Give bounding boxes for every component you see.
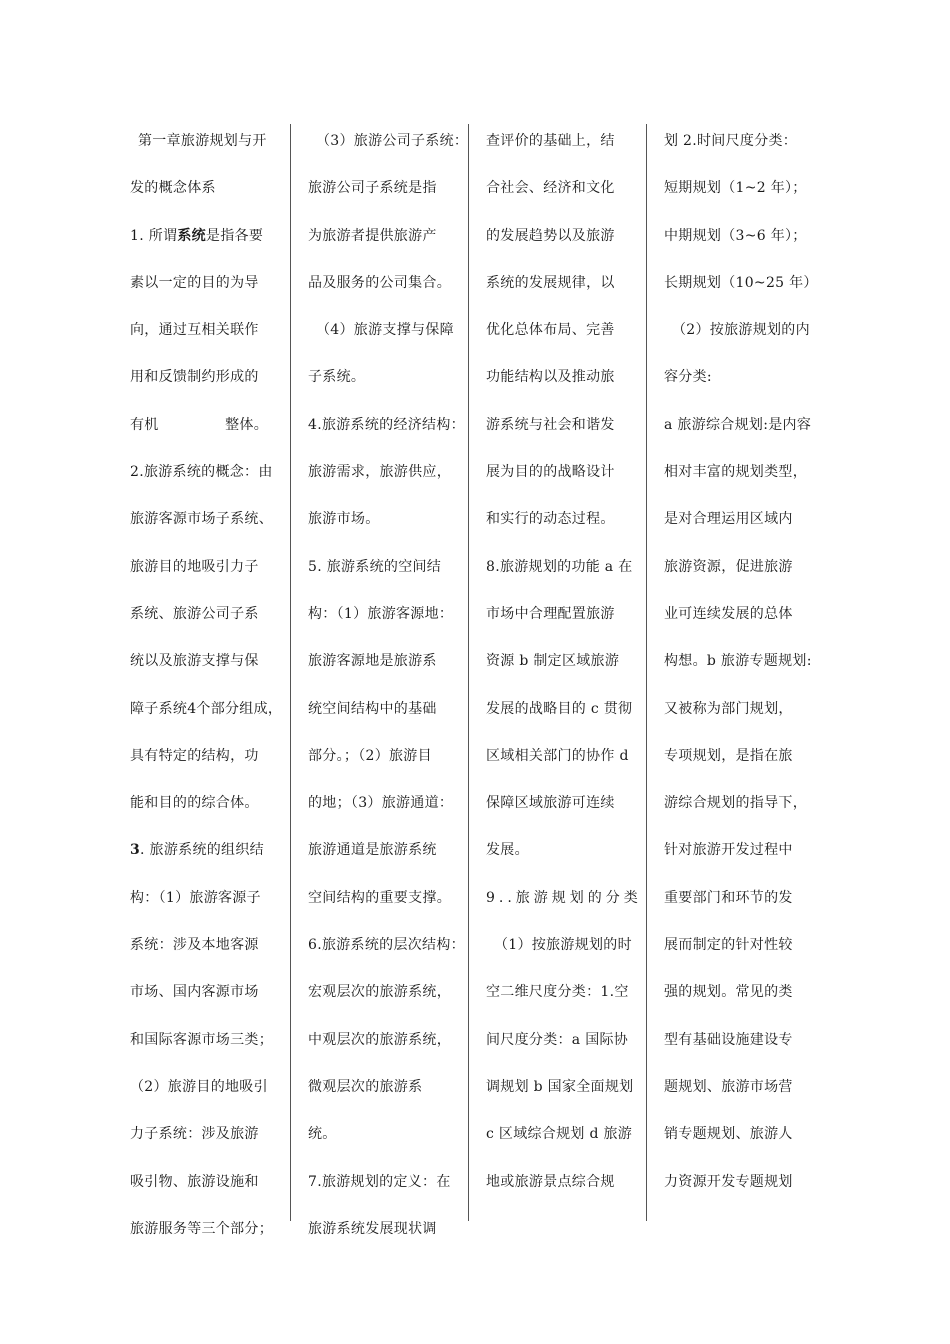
paragraph-line: 吸引物、旅游设施和 [130, 1173, 259, 1190]
paragraph-line: 旅游目的地吸引力子 [130, 558, 259, 575]
paragraph-line: 强的规划。常见的类 [664, 984, 793, 1001]
paragraph-line: 市场中合理配置旅游 [486, 605, 615, 622]
section-heading: 9..旅游规划的分类 [486, 889, 642, 906]
paragraph-line: 销专题规划、旅游人 [664, 1126, 793, 1143]
paragraph-line: 旅游市场。 [308, 511, 380, 528]
paragraph-line: 的发展趋势以及旅游 [486, 227, 615, 244]
paragraph-line: 部分。；（2）旅游目 [308, 747, 432, 764]
paragraph-line: 空二维尺度分类：1.空 [486, 984, 629, 1001]
text-column-2 [308, 118, 469, 1253]
paragraph-line: 宏观层次的旅游系统， [308, 984, 451, 1001]
column-divider [290, 124, 291, 1221]
paragraph-line: 短期规划（1~2 年）； [664, 180, 807, 197]
paragraph-line: 和国际客源市场三类； [130, 1031, 273, 1048]
paragraph-line: 旅游服务等三个部分； [130, 1220, 273, 1237]
paragraph-line: 优化总体布局、完善 [486, 322, 615, 339]
text-column-4 [664, 118, 818, 1206]
paragraph-line: 统空间结构中的基础 [308, 700, 437, 717]
paragraph-line: 查评价的基础上，结 [486, 133, 615, 149]
paragraph-line: 和实行的动态过程。 [486, 511, 615, 528]
paragraph-line: 子系统。 [308, 369, 366, 386]
paragraph-line: 专项规划，是指在旅 [664, 747, 793, 764]
paragraph-line: a 旅游综合规划:是内容 [664, 416, 812, 433]
paragraph-line: 6.旅游系统的层次结构： [308, 937, 465, 954]
paragraph-line: 系统：涉及本地客源 [130, 937, 259, 954]
paragraph-line: 的地；（3）旅游通道： [308, 795, 454, 812]
paragraph-line: 中期规划（3~6 年）； [664, 227, 807, 244]
paragraph-line: 用和反馈制约形成的 [130, 369, 259, 386]
chapter-title: 第一章旅游规划与开 [138, 133, 267, 149]
paragraph-line: 相对丰富的规划类型， [664, 464, 807, 481]
paragraph-line: 发展。 [486, 842, 529, 859]
paragraph-line: （1）按旅游规划的时 [494, 937, 632, 954]
paragraph-line: 系统、旅游公司子系 [130, 605, 259, 622]
paragraph-line: 地或旅游景点综合规 [486, 1173, 615, 1190]
paragraph-line: 品及服务的公司集合。 [308, 274, 451, 291]
paragraph-line: 统。 [308, 1126, 337, 1143]
paragraph-line: 向，通过互相关联作 [130, 322, 259, 339]
paragraph-line: 长期规划（10~25 年） [664, 274, 818, 291]
paragraph-line: 能和目的的综合体。 [130, 795, 259, 812]
column-divider [646, 124, 647, 1221]
paragraph-line: 8.旅游规划的功能 a 在 [486, 558, 633, 575]
paragraph-line: 素以一定的目的为导 [130, 274, 259, 291]
paragraph-line: 旅游需求，旅游供应， [308, 464, 451, 481]
paragraph-line: 统以及旅游支撑与保 [130, 653, 259, 670]
paragraph-line: （3）旅游公司子系统： [316, 133, 469, 149]
paragraph-line: 合社会、经济和文化 [486, 180, 615, 197]
paragraph-line: （2）按旅游规划的内 [672, 322, 810, 339]
paragraph-line: 是对合理运用区域内 [664, 511, 793, 528]
paragraph-line: 障子系统4个部分组成， [130, 700, 283, 717]
paragraph-line: 2.旅游系统的概念：由 [130, 464, 273, 481]
paragraph-line: 市场、国内客源市场 [130, 984, 259, 1001]
paragraph-line: 又被称为部门规划， [664, 700, 793, 717]
paragraph-line: 5. 旅游系统的空间结 [308, 558, 442, 575]
paragraph-line: 间尺度分类：a 国际协 [486, 1031, 629, 1048]
paragraph-line: 力子系统：涉及旅游 [130, 1126, 259, 1143]
paragraph-line: 型有基础设施建设专 [664, 1031, 793, 1048]
paragraph-line: 划 2.时间尺度分类： [664, 133, 798, 149]
text-column-1 [130, 118, 283, 1253]
paragraph-line: 功能结构以及推动旅 [486, 369, 615, 386]
paragraph-line: （4）旅游支撑与保障 [316, 322, 454, 339]
paragraph-line: 具有特定的结构，功 [130, 747, 259, 764]
column-divider [468, 124, 469, 1221]
paragraph-line: 游系统与社会和谐发 [486, 416, 615, 433]
paragraph-line: 构：（1）旅游客源子 [130, 889, 261, 906]
text-column-3 [486, 118, 642, 1206]
paragraph-line: 发展的战略目的 c 贯彻 [486, 700, 633, 717]
paragraph-line: 4.旅游系统的经济结构： [308, 416, 465, 433]
paragraph-line: 系统的发展规律，以 [486, 274, 615, 291]
paragraph-line: （2）旅游目的地吸引 [130, 1078, 268, 1095]
paragraph-line: 旅游系统发展现状调 [308, 1220, 437, 1237]
paragraph-line: 展为目的的战略设计 [486, 464, 615, 481]
paragraph-line: 空间结构的重要支撑。 [308, 889, 451, 906]
paragraph-line: 微观层次的旅游系 [308, 1078, 423, 1095]
paragraph-line: 业可连续发展的总体 [664, 605, 793, 622]
paragraph-line: 有机 整体。 [130, 416, 268, 433]
paragraph-line: 调规划 b 国家全面规划 [486, 1078, 634, 1095]
paragraph-line: 资源 b 制定区域旅游 [486, 653, 620, 670]
paragraph-line: 区域相关部门的协作 d [486, 747, 629, 764]
bold-term: 系统 [177, 227, 206, 244]
paragraph-line: 展而制定的针对性较 [664, 937, 793, 954]
paragraph-line: 3. 旅游系统的组织结 [130, 842, 264, 859]
paragraph-line: 题规划、旅游市场营 [664, 1078, 793, 1095]
paragraph-line: 旅游公司子系统是指 [308, 180, 437, 197]
paragraph-line: 保障区域旅游可连续 [486, 795, 615, 812]
paragraph-line: 旅游客源地是旅游系 [308, 653, 437, 670]
paragraph-line: 针对旅游开发过程中 [664, 842, 793, 859]
paragraph-line: 旅游客源市场子系统、 [130, 511, 273, 528]
paragraph-line: 构：（1）旅游客源地： [308, 605, 454, 622]
paragraph-line: 旅游资源，促进旅游 [664, 558, 793, 575]
paragraph-line: 重要部门和环节的发 [664, 889, 793, 906]
paragraph-line: 容分类: [664, 369, 712, 386]
paragraph-line: 旅游通道是旅游系统 [308, 842, 437, 859]
paragraph-line: 1. 所谓系统是指各要 [130, 227, 264, 244]
paragraph-line: 7.旅游规划的定义：在 [308, 1173, 451, 1190]
paragraph-line: 为旅游者提供旅游产 [308, 227, 437, 244]
paragraph-line: 中观层次的旅游系统， [308, 1031, 451, 1048]
paragraph-line: 力资源开发专题规划 [664, 1173, 793, 1190]
paragraph-line: 游综合规划的指导下， [664, 795, 807, 812]
paragraph-line: c 区域综合规划 d 旅游 [486, 1126, 633, 1143]
chapter-title-cont: 发的概念体系 [130, 180, 216, 197]
paragraph-line: 构想。b 旅游专题规划: [664, 653, 812, 670]
